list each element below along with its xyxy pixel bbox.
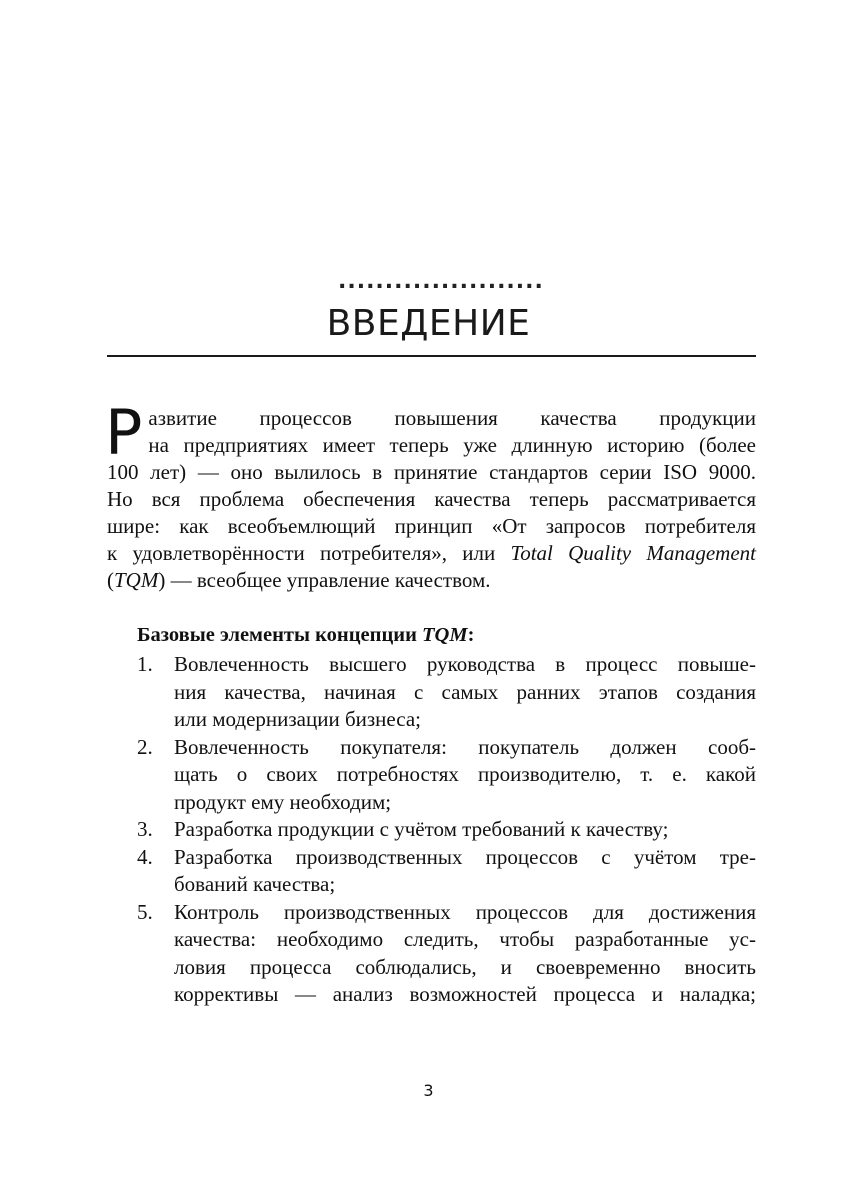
item-number: 4.: [137, 844, 153, 869]
tqm-abbreviation: TQM: [114, 568, 159, 592]
title-dots-ornament: ......................: [338, 269, 544, 294]
item-number: 1.: [137, 652, 153, 676]
intro-line: 100 лет) — оно вылилось в принятие стандартов серии ISO 9000.: [107, 460, 756, 484]
intro-line: азвитие процессов повышения качества продукции: [148, 406, 756, 430]
list-item: [137, 816, 756, 844]
item-line: бований качества;: [174, 872, 336, 896]
item-number: 5.: [137, 899, 153, 924]
drop-cap: Р: [105, 396, 143, 469]
intro-line: [107, 567, 756, 594]
item-number: 2.: [137, 734, 153, 759]
item-number: 3.: [137, 817, 153, 841]
list-item: [137, 651, 756, 734]
item-line: Вовлеченность высшего руководства в процесс повыше-: [174, 652, 756, 676]
tqm-full-term: Total Quality Management: [510, 541, 756, 565]
page-number: 3: [423, 1081, 434, 1100]
intro-text: к удовлетворённости потребителя», или: [107, 541, 511, 565]
list-item: [137, 844, 756, 899]
list-item: [137, 734, 756, 817]
item-line: или модернизации бизнеса;: [174, 707, 421, 731]
intro-text: ) — всеобщее управление качеством.: [158, 568, 491, 592]
intro-paragraph: [105, 396, 756, 594]
heading-tqm: TQM: [422, 624, 468, 646]
intro-line: [107, 540, 756, 567]
list-item: [137, 899, 756, 1009]
chapter-title: ВВЕДЕНИЕ: [326, 303, 531, 344]
item-line: Контроль производственных процессов для достижения: [174, 899, 756, 924]
heading-colon: :: [467, 624, 475, 646]
tqm-elements-list: [137, 651, 756, 1009]
item-line: Разработка производственных процессов с учётом тре-: [174, 844, 756, 869]
item-line: продукт ему необходим;: [174, 789, 392, 814]
intro-text: (: [107, 568, 114, 592]
item-line: ния качества, начиная с самых ранних этапов создания: [174, 679, 756, 704]
item-line: коррективы — анализ возможностей процесса и наладка;: [174, 982, 756, 1006]
intro-line: шире: как всеобъемлющий принцип «От запросов потребителя: [107, 514, 756, 538]
intro-line: на предприятиях имеет теперь уже длинную историю (более: [148, 433, 756, 457]
intro-line: Но вся проблема обеспечения качества теперь рассматривается: [107, 487, 756, 511]
title-underline: [107, 355, 756, 357]
item-line: ловия процесса соблюдались, и своевременно вносить: [174, 954, 756, 979]
item-line: щать о своих потребностях производителю, т. е. какой: [174, 762, 756, 786]
heading-text: Базовые элементы концепции: [137, 624, 423, 646]
item-line: качества: необходимо следить, чтобы разработанные ус-: [174, 927, 756, 951]
item-line: Разработка продукции с учётом требований к качеству;: [174, 817, 669, 841]
list-heading: [137, 622, 756, 649]
item-line: Вовлеченность покупателя: покупатель должен сооб-: [174, 734, 756, 759]
